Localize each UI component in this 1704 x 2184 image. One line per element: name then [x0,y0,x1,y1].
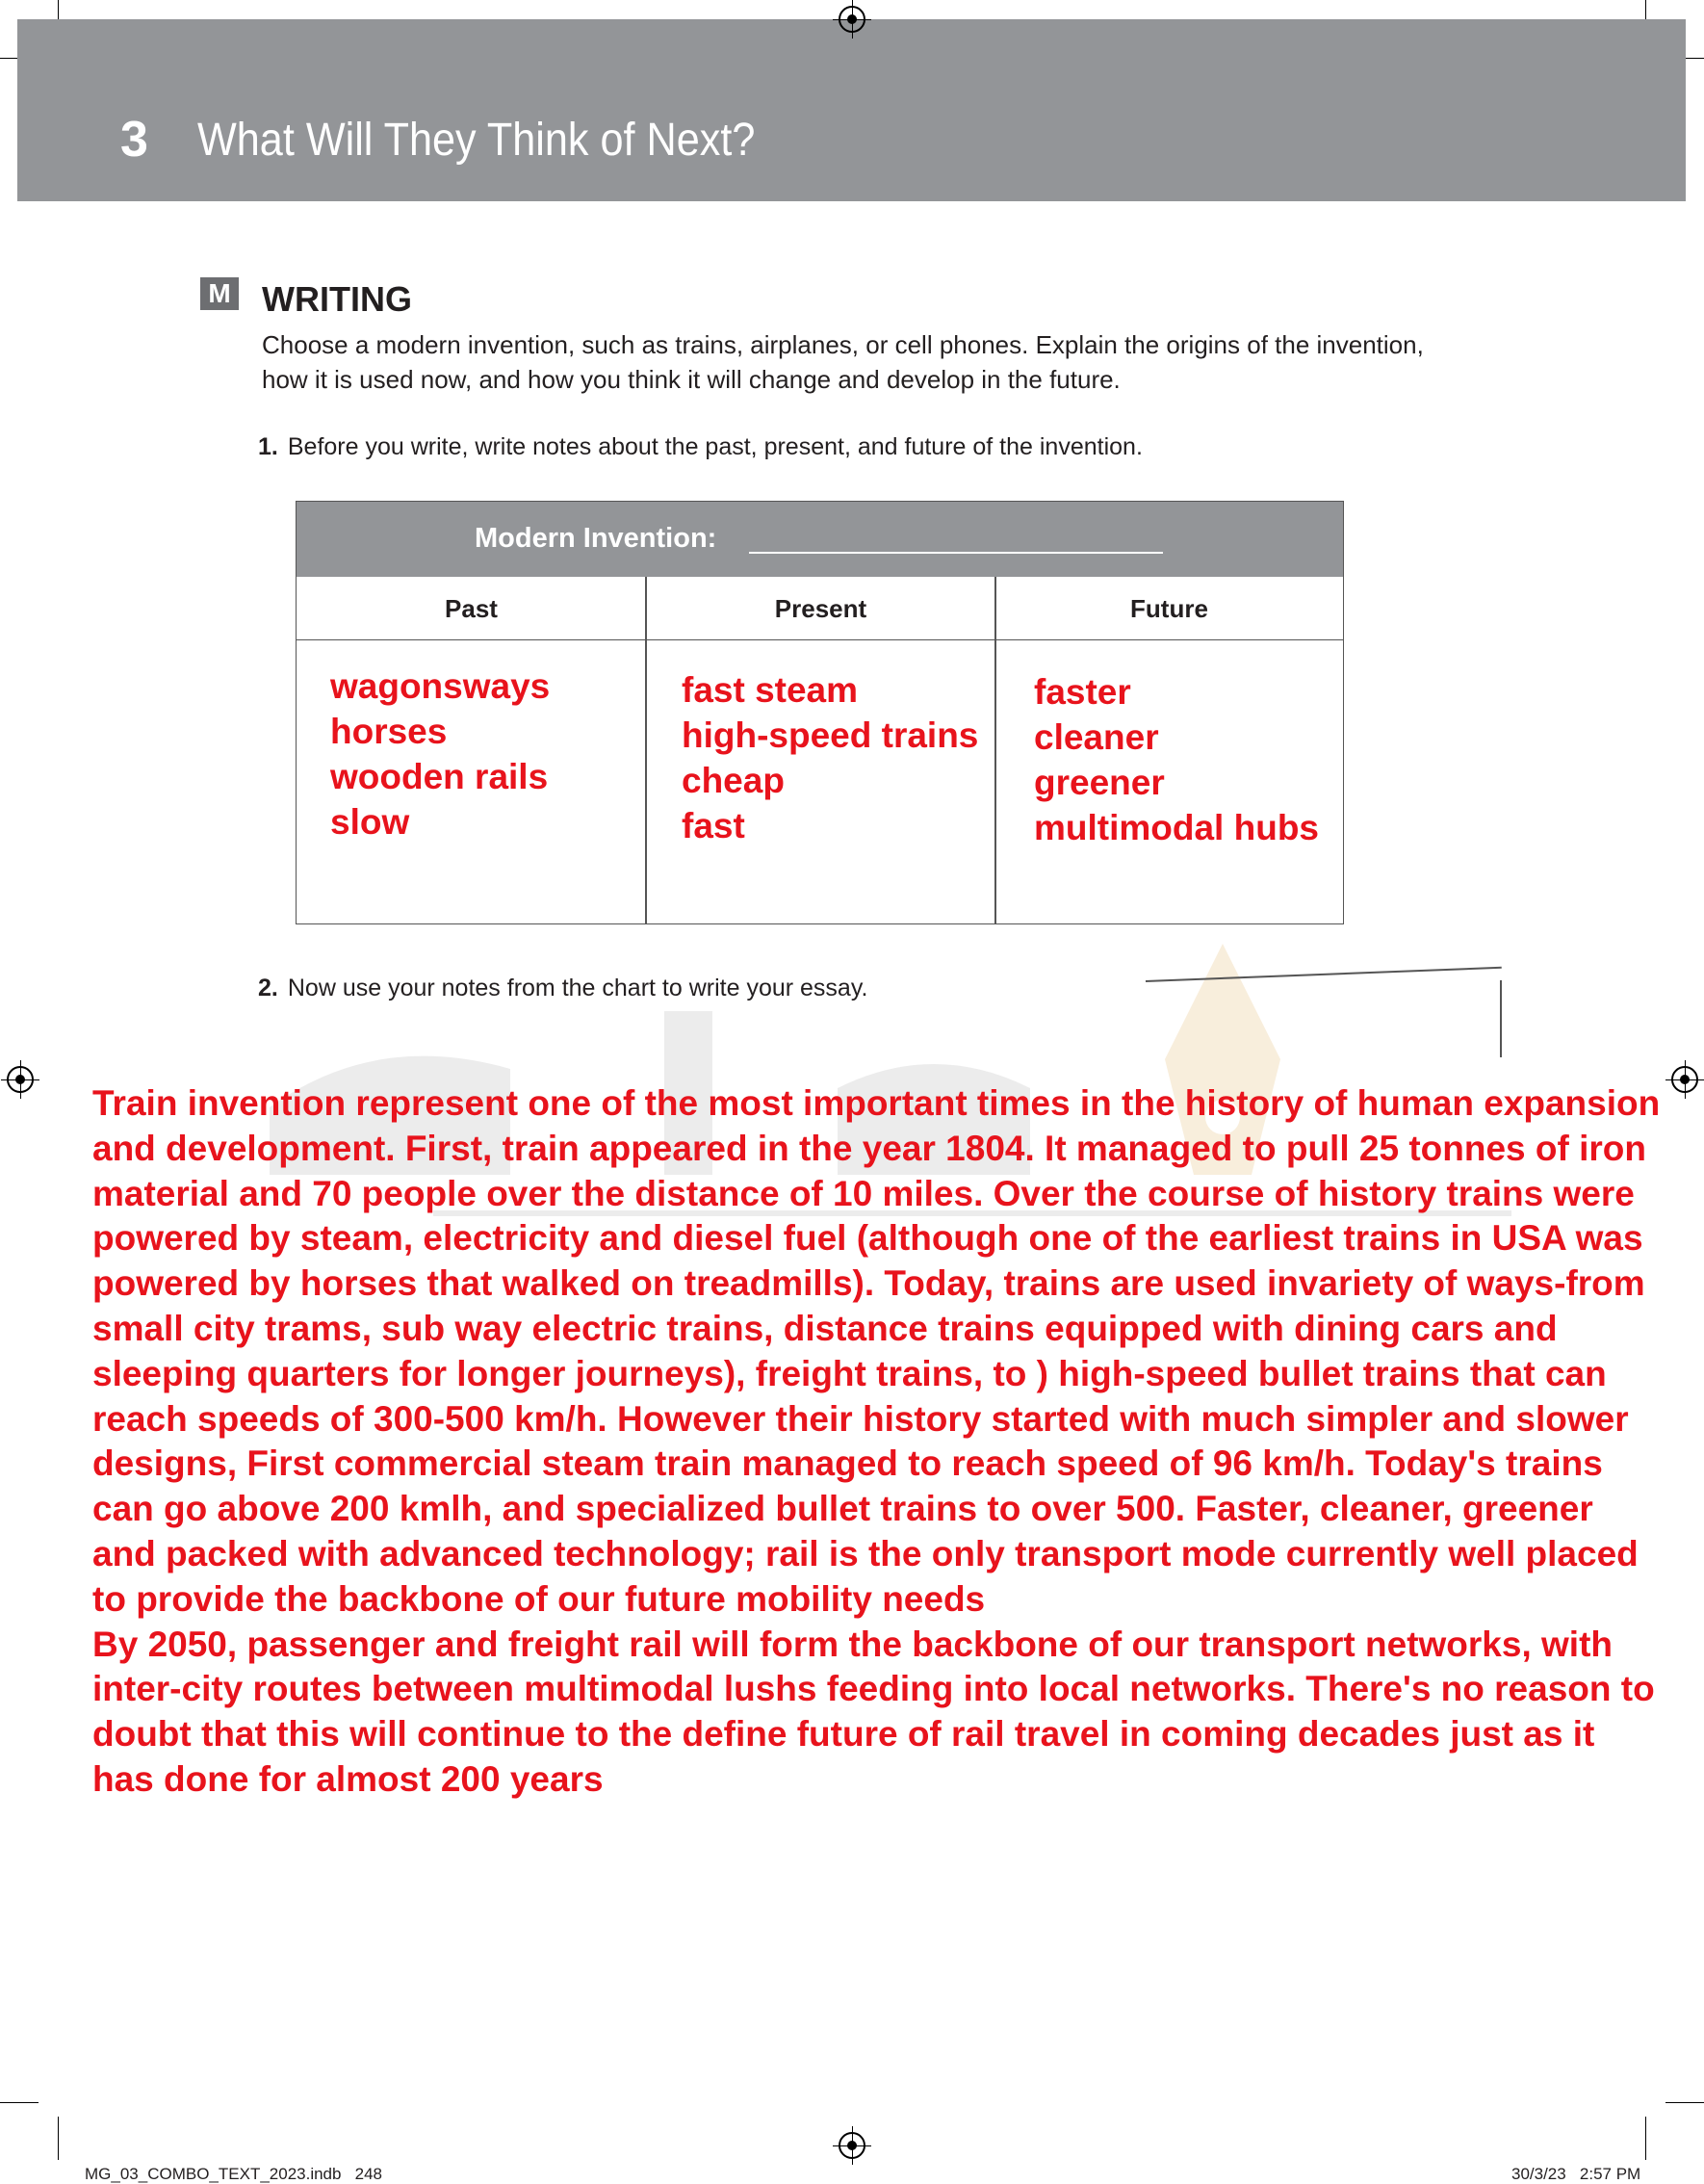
note-item: fast [682,806,745,845]
step-text: Before you write, write notes about the past, present, and future of the invention. [287,433,1143,460]
step-1 [258,433,1143,461]
note-item: horses [330,712,448,751]
divider-line [1500,980,1502,1057]
step-text: Now use your notes from the chart to write your essay. [287,975,868,1001]
registration-mark-icon [839,2132,865,2159]
registration-mark-icon [1671,1066,1698,1093]
registration-mark-icon [839,6,865,33]
chapter-title: What Will They Think of Next? [197,115,756,166]
past-notes [330,663,550,845]
section-title: WRITING [262,279,412,319]
note-item: slow [330,802,410,842]
note-item: multimodal hubs [1034,808,1319,847]
column-header-past: Past [297,577,646,640]
note-item: wagonsways [330,666,551,706]
crop-mark [58,2117,59,2160]
note-item: cheap [682,761,785,800]
note-item: cleaner [1034,717,1159,757]
note-item: greener [1034,763,1165,802]
essay-answer [85,1081,1664,1803]
column-divider [645,577,647,923]
notes-chart [296,501,1344,924]
chapter-banner [17,19,1686,201]
section-instructions: Choose a modern invention, such as trains, airplanes, or cell phones. Explain the origins of the invention, how it is used now, and how you think it will change and develop in the future. [262,330,1424,394]
note-item: wooden rails [330,757,549,796]
crop-mark [0,2102,39,2103]
column-divider [994,577,996,923]
note-item: faster [1034,672,1131,712]
registration-mark-icon [7,1066,34,1093]
step-number: 1. [258,433,278,460]
note-item: fast steam [682,670,859,710]
future-notes [1034,669,1319,850]
chapter-number: 3 [120,112,148,168]
crop-mark [1665,2102,1704,2103]
column-header-present: Present [646,577,995,640]
step-number: 2. [258,975,278,1001]
section-badge: M [200,277,239,310]
note-item: high-speed trains [682,715,979,755]
chart-heading: Modern Invention: [475,523,717,554]
footer-timestamp: 30/3/23 2:57 PM [1511,2165,1641,2183]
footer-file-info: MG_03_COMBO_TEXT_2023.indb 248 [85,2165,382,2183]
essay-paragraph: Train invention represent one of the most important times in the history of human expansion and development. First, train appeared in the year 1804. It managed to pull 25 tonnes of iron material and 70 people over the distance of 10 miles. Over the course of history trains were powered by steam, electricity and diesel fuel (although one of the earliest trains in USA was powered by horses that walked on treadmills). Today, trains are used invariety of ways-from small city trams, sub way electric trains, distance trains equipped with dining cars and sleeping quarters for longer journeys), freight trains, to ) high-speed bullet trains that can reach speeds of 300-500 km/h. However their history started with much simpler and slower designs, First commercial steam train managed to reach speed of 96 km/h. Today's trains can go above 200 kmlh, and specialized bullet trains to over 500. Faster, cleaner, greener and packed with advanced technology; rail is the only transport mode currently well placed to provide the backbone of our future mobility needs [92,1083,1661,1619]
present-notes [682,667,978,848]
chart-header [297,502,1343,577]
column-header-future: Future [995,577,1343,640]
crop-mark [1645,2117,1646,2160]
essay-paragraph: By 2050, passenger and freight rail will form the backbone of our transport networks, with inter-city routes between multimodal lushs feeding into local networks. There's no reason to doubt that this will continue to the define future of rail travel in coming decades just as it has done for almost 200 years [92,1624,1655,1799]
blank-line [749,552,1163,554]
